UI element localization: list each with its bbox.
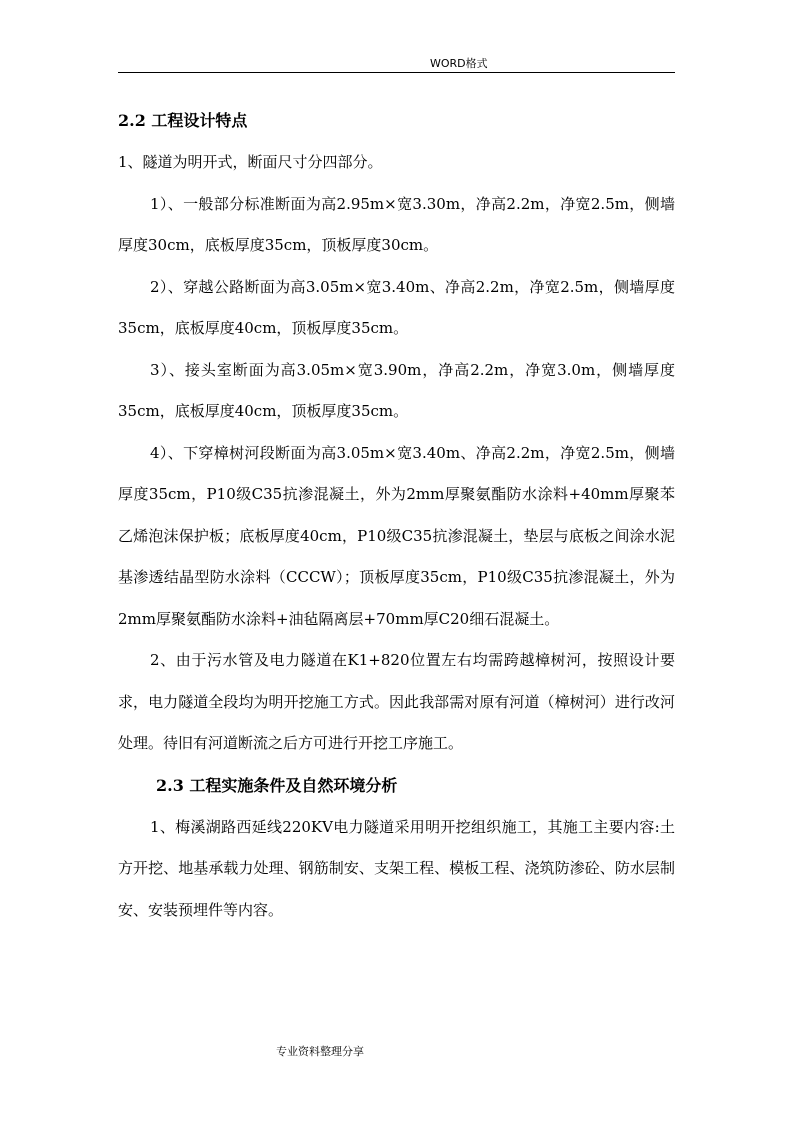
- paragraph-2: 2、由于污水管及电力隧道在K1+820位置左右均需跨越樟树河，按照设计要求，电力隧道全段均为明开挖施工方式。因此我部需对原有河道（樟树河）进行改河处理。待旧有河道断流之后方可进行开挖工序施工。: [118, 651, 675, 752]
- list-item-3: 3）、接头室断面为高3.05m×宽3.90m，净高2.2m，净宽3.0m，侧墙厚度35cm，底板厚度40cm，顶板厚度35cm。: [118, 360, 675, 420]
- header-divider: [118, 72, 675, 73]
- section-heading-2-2: 2.2 工程设计特点: [118, 111, 248, 130]
- list-item-2: 2）、穿越公路断面为高3.05m×宽3.40m、净高2.2m，净宽2.5m，侧墙厚度35cm，底板厚度40cm，顶板厚度35cm。: [118, 277, 675, 337]
- page-header: WORD格式: [430, 57, 488, 70]
- list-item-4: 4）、下穿樟树河段断面为高3.05m×宽3.40m、净高2.2m，净宽2.5m，侧墙厚度35cm，P10级C35抗渗混凝土，外为2mm厚聚氨酯防水涂料+40mm厚聚苯乙烯泡沫保护板；底板厚度40cm，P10级C35抗渗混凝土，垫层与底板之间涂水泥基渗透结晶型防水涂料（CCCW）；顶板厚度35cm，P10级C35抗渗混凝土，外为2mm厚聚氨酯防水涂料+油毡隔离层+70mm厚C20细石混凝土。: [118, 443, 675, 628]
- paragraph-2-3-1: 1、梅溪湖路西延线220KV电力隧道采用明开挖组织施工，其施工主要内容:土方开挖、地基承载力处理、钢筋制安、支架工程、模板工程、浇筑防渗砼、防水层制安、安装预埋件等内容。: [118, 817, 675, 919]
- document-body: [118, 100, 675, 931]
- section-heading-2-3: 2.3 工程实施条件及自然环境分析: [156, 775, 398, 795]
- page-footer: 专业资料整理分享: [276, 1045, 364, 1058]
- list-item-1: 1）、一般部分标准断面为高2.95m×宽3.30m，净高2.2m，净宽2.5m，侧墙厚度30cm，底板厚度35cm，顶板厚度30cm。: [118, 194, 675, 254]
- section-intro: 1、隧道为明开式，断面尺寸分四部分。: [118, 153, 383, 171]
